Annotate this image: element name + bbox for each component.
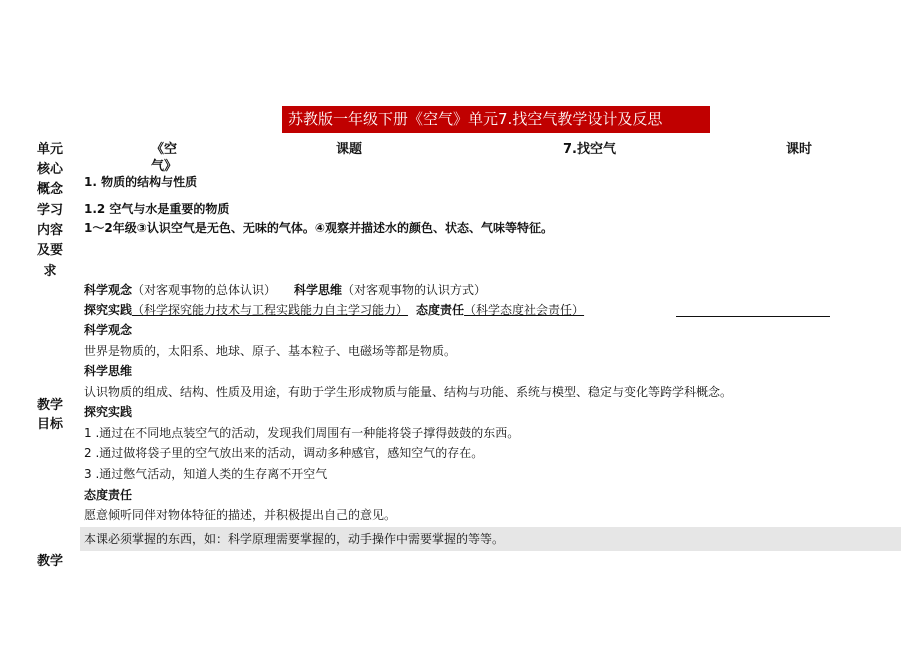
practice-item: 3 .通过憋气活动，知道人类的生存离不开空气 [84, 467, 328, 481]
unit-name-line2: 气》 [151, 159, 178, 174]
key-points-band: 本课必须掌握的东西，如：科学原理需要掌握的，动手操作中需要掌握的等等。 [80, 527, 901, 551]
concept-text: 世界是物质的，太阳系、地球、原子、基本粒子、电磁场等都是物质。 [84, 344, 457, 358]
core-concept-label-2: 概念 [36, 182, 63, 197]
learning-label-2: 内容 [36, 223, 63, 238]
lesson-label: 课题 [336, 142, 363, 157]
core-concept-text: 1. 物质的结构与性质 [84, 175, 198, 189]
learning-item-2: 1～2年级③认识空气是无色、无味的气体。④观察并描述水的颜色、状态、气味等特征。 [84, 221, 554, 235]
unit-label: 单元 [36, 142, 63, 157]
teaching-label: 教学 [36, 554, 63, 569]
summary-thinking-title: 科学思维 [294, 283, 343, 297]
goals-label-2: 目标 [36, 417, 63, 432]
learning-item-1: 1.2 空气与水是重要的物质 [84, 202, 230, 216]
document-title: 苏教版一年级下册《空气》单元7.找空气教学设计及反思 [282, 106, 710, 133]
goals-summary-line1 [84, 280, 486, 300]
core-concept-label-1: 核心 [36, 162, 63, 177]
summary-attitude-title: 态度责任 [416, 303, 465, 317]
summary-practice-desc: （科学探究能力技术与工程实践能力自主学习能力） [132, 303, 409, 317]
learning-label-1: 学习 [36, 203, 63, 218]
learning-label-3: 及要 [36, 243, 63, 258]
period-label: 课时 [786, 142, 813, 157]
thinking-title: 科学思维 [84, 364, 133, 378]
summary-concept-title: 科学观念 [84, 283, 133, 297]
practice-item: 1 .通过在不同地点装空气的活动，发现我们周围有一种能将袋子撑得鼓鼓的东西。 [84, 426, 520, 440]
practice-title: 探究实践 [84, 405, 133, 419]
summary-attitude-desc: （科学态度社会责任） [464, 303, 585, 317]
goals-summary-line2 [84, 300, 584, 320]
goals-label-1: 教学 [36, 398, 63, 413]
practice-item: 2 .通过做将袋子里的空气放出来的活动，调动多种感官，感知空气的存在。 [84, 446, 484, 460]
lesson-value: 7.找空气 [563, 142, 616, 157]
blank-underline [676, 316, 830, 317]
attitude-title: 态度责任 [84, 488, 133, 502]
summary-practice-title: 探究实践 [84, 303, 133, 317]
summary-thinking-desc: （对客观事物的认识方式） [342, 283, 487, 297]
concept-title: 科学观念 [84, 323, 133, 337]
thinking-text: 认识物质的组成、结构、性质及用途，有助于学生形成物质与能量、结构与功能、系统与模型、稳定与变化等跨学科概念。 [84, 385, 733, 399]
unit-name-line1: 《空 [151, 142, 178, 157]
learning-label-4: 求 [43, 264, 57, 279]
attitude-text: 愿意倾听同伴对物体特征的描述，并积极提出自己的意见。 [84, 508, 397, 522]
summary-concept-desc: （对客观事物的总体认识） [132, 283, 277, 297]
